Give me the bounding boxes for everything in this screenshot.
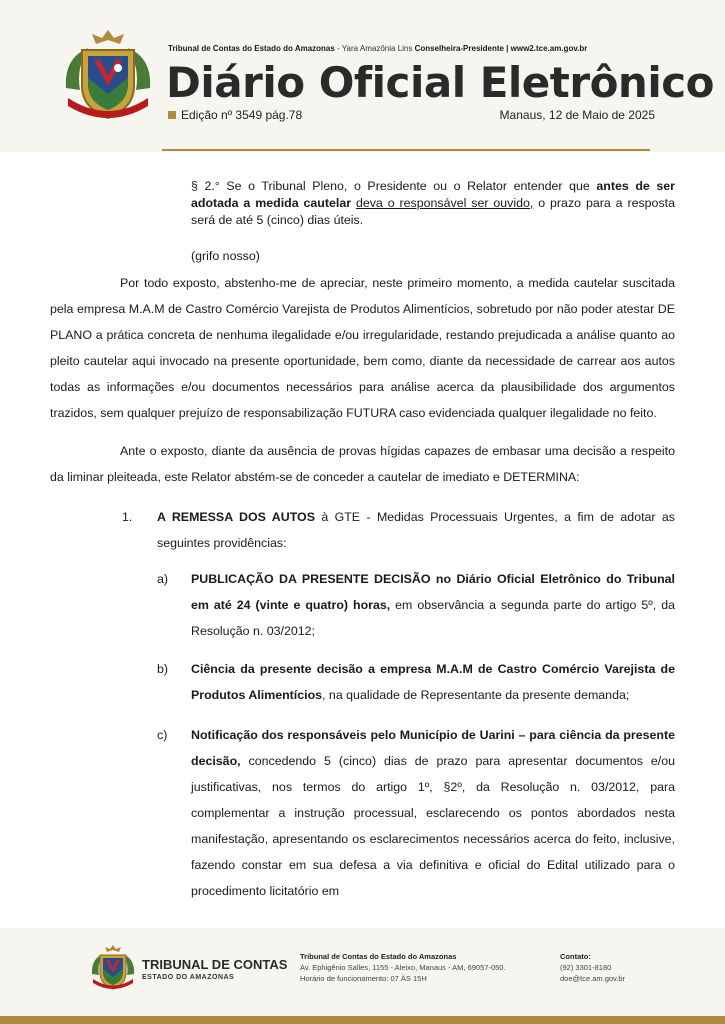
edition-info bbox=[168, 108, 302, 122]
topline-president: - Yara Amazônia Lins bbox=[334, 44, 415, 53]
quote-bold: antes de ser adotada a medida cautelar bbox=[191, 179, 675, 210]
edition-text: Edição nº 3549 pág.78 bbox=[181, 108, 303, 122]
item-1-number: 1. bbox=[122, 510, 133, 524]
topline-org: Tribunal de Contas do Estado do Amazonas bbox=[168, 44, 335, 53]
footer-contact-phone: (92) 3301-8180 bbox=[560, 963, 612, 972]
date-location: Manaus, 12 de Maio de 2025 bbox=[499, 108, 655, 122]
subitem-c-bold: Notificação dos responsáveis pelo Município de Uarini – para ciência da presente decisão, bbox=[191, 728, 675, 768]
page-title: Diário Oficial Eletrônico bbox=[166, 58, 714, 107]
footer-contact bbox=[560, 951, 625, 984]
subitem-a bbox=[191, 566, 675, 644]
quote-text-1: § 2.° Se o Tribunal Pleno, o Presidente ou o Relator entender que bbox=[191, 179, 597, 193]
item-1 bbox=[157, 504, 675, 556]
tce-footer-seal-icon bbox=[88, 944, 138, 994]
subitem-a-text: em observância a segunda parte do artigo 5º, da Resolução n. 03/2012; bbox=[191, 598, 675, 638]
footer-contact-email[interactable]: doe@tce.am.gov.br bbox=[560, 974, 626, 983]
tce-seal-icon bbox=[58, 28, 158, 128]
footer-accent-bar bbox=[0, 1016, 725, 1024]
legal-quote bbox=[191, 178, 675, 229]
subitem-b bbox=[191, 656, 675, 708]
footer-org-sub: ESTADO DO AMAZONAS bbox=[142, 974, 235, 981]
item-1-bold: A REMESSA DOS AUTOS bbox=[157, 510, 315, 524]
header-topline bbox=[168, 44, 587, 53]
footer-address-title: Tribunal de Contas do Estado do Amazonas bbox=[300, 952, 457, 961]
quote-text-3: o prazo para a resposta será de até 5 (cinco) dias úteis. bbox=[191, 196, 675, 227]
subitem-a-label: a) bbox=[157, 572, 169, 586]
subitem-c bbox=[191, 722, 675, 904]
subitem-a-bold: PUBLICAÇÃO DA PRESENTE DECISÃO no Diário Oficial Eletrônico do Tribunal em até 24 (vinte e quatro) horas, bbox=[191, 572, 675, 612]
paragraph-1: Por todo exposto, abstenho-me de apreciar, neste primeiro momento, a medida cautelar suscitada pela empresa M.A.M de Castro Comércio Varejista de Produtos Alimentícios, sobretudo por não poder atestar DE PLANO a prática concreta de nenhuma ilegalidade e/ou irregularidade, restando prejudicada a análise quanto ao pleito cautelar aqui invocado na presente oportunidade, bem como, diante da necessidade de carrear aos autos todas as informações e/ou documentos necessários para análise acerca da plausibilidade dos argumentos trazidos, sem qualquer prejuízo de responsabilização FUTURA caso evidenciada qualquer ilegalidade no feito. bbox=[50, 276, 675, 420]
subitem-c-label: c) bbox=[157, 728, 168, 742]
subitem-c-text: concedendo 5 (cinco) dias de prazo para apresentar documentos e/ou justificativas, nos termos do artigo 1º, §2º, da Resolução n. 03/2012, para complementar a instrução processual, esclarecendo os pontos abordados nesta manifestação, apresentando os esclarecimentos necessários acerca do feito, inclusive, fazendo constar em sua defesa a via definitiva e oficial do Edital utilizado para o procedimento licitatório em bbox=[191, 754, 675, 898]
header-divider bbox=[162, 149, 650, 151]
topline-role: Conselheira-Presidente | www2.tce.am.gov.br bbox=[414, 44, 588, 53]
item-1-text: à GTE - Medidas Processuais Urgentes, a fim de adotar as seguintes providências: bbox=[157, 510, 676, 550]
footer-address bbox=[300, 951, 506, 984]
quote-underlined: deva o responsável ser ouvido, bbox=[355, 196, 534, 210]
subitem-b-label: b) bbox=[157, 662, 169, 676]
grifo-note: (grifo nosso) bbox=[191, 249, 260, 263]
edition-square-icon bbox=[168, 111, 176, 119]
footer-address-line1: Av. Ephigênio Salles, 1155 - Aleixo, Manaus - AM, 69057-050. bbox=[300, 963, 506, 972]
footer-address-line2: Horário de funcionamento: 07 ÀS 15H bbox=[300, 974, 427, 983]
subitem-b-bold: Ciência da presente decisão a empresa M.A.M de Castro Comércio Varejista de Produtos Alimentícios bbox=[191, 662, 675, 702]
subitem-b-text: , na qualidade de Representante da presente demanda; bbox=[322, 688, 630, 702]
footer-org-name: TRIBUNAL DE CONTAS bbox=[142, 957, 288, 972]
footer-contact-title: Contato: bbox=[560, 952, 591, 961]
paragraph-2: Ante o exposto, diante da ausência de provas hígidas capazes de embasar uma decisão a respeito da liminar pleiteada, este Relator abstém-se de conceder a cautelar de imediato e DETERMINA: bbox=[50, 444, 675, 484]
